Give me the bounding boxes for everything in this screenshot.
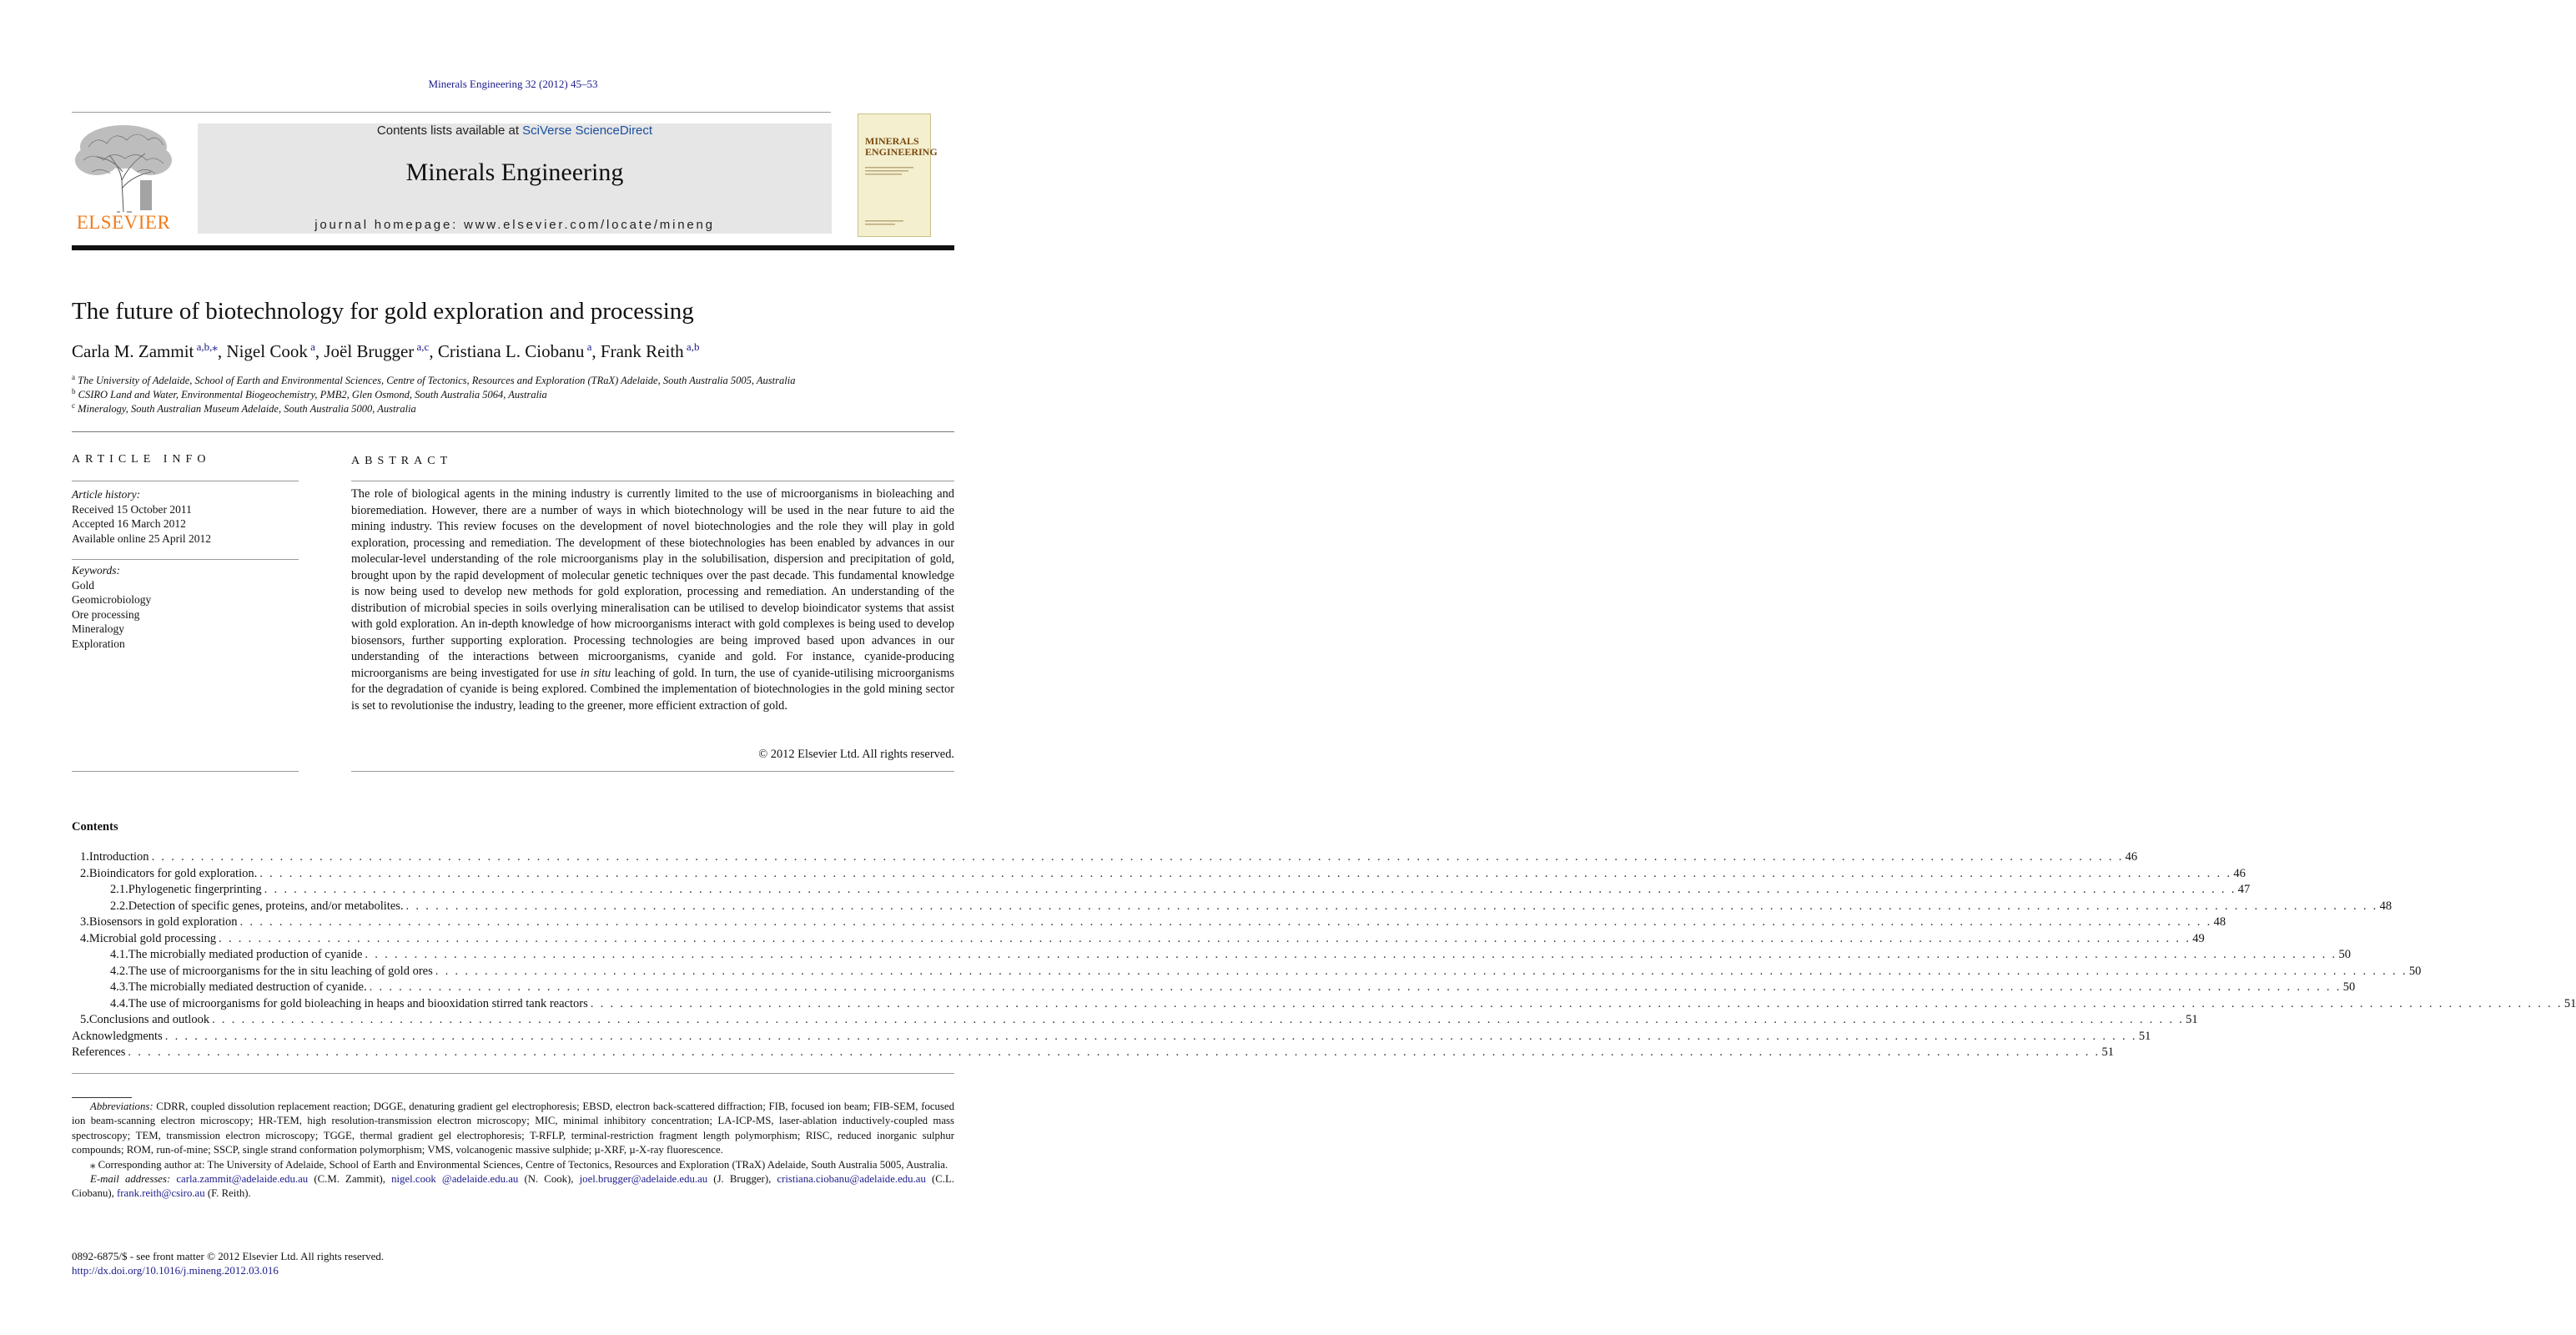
sciencedirect-link[interactable]: SciVerse ScienceDirect [522,123,653,138]
toc-entry[interactable] [72,849,2138,866]
article-info-rule [72,771,299,772]
toc-page-number[interactable]: 50 [2342,980,2356,996]
abstract-rule [351,771,954,772]
contents-prefix: Contents lists available at [376,123,523,138]
toc-title[interactable]: The use of microorganisms for gold bioleaching in heaps and biooxidation stirred tank reactors [128,996,591,1013]
keyword: Gold [72,578,94,592]
header-thick-rule [72,245,954,250]
toc-leader-dots: . . . . . . . . . . . . . . . . . . . . . . . . . . . . . . . . . . . . . . . . . . . . . . . . . . . . . . . . . . . . . . . . . . . . . . . . . . . . . . . . . . . . . . . . . . . . . . . . . . . . . . . . . . . . . . . . . . . . . . . . . . . . . . . . . . . . . . . . . . . . . . . . . . . . . . . . . . . . . . . . . . . . . . . . . . . . . . . . . . . . . . . . . . . . . . . . . . . . . . . . [405,899,2378,913]
email-link[interactable]: nigel.cook @adelaide.edu.au [391,1173,519,1186]
toc-entry[interactable] [72,980,2356,996]
toc-title[interactable]: The use of microorganisms for the in situ leaching of gold ores [128,964,435,980]
author-affiliation-mark[interactable]: a,b,⁎ [196,340,218,353]
toc-leader-dots: . . . . . . . . . . . . . . . . . . . . . . . . . . . . . . . . . . . . . . . . . . . . . . . . . . . . . . . . . . . . . . . . . . . . . . . . . . . . . . . . . . . . . . . . . . . . . . . . . . . . . . . . . . . . . . . . . . . . . . . . . . . . . . . . . . . . . . . . . . . . . . . . . . . . . . . . . . . . . . . . . . . . . . . . . . . . . . . . . . . . . . . . . . . . . . . . . . . . . . . . [239,915,2212,929]
toc-title[interactable]: Phylogenetic fingerprinting [128,882,264,899]
abbreviations-text: CDRR, coupled dissolution replacement reaction; DGGE, denaturing gradient gel electrophoresis; EBSD, electron back-scattered diffraction; FIB, focused ion beam; FIB-SEM, focused ion beam-scanning electron microscopy; HR-TEM, high resolution-transmission electron microscopy; MIC, minimal inhibitory concentration; LA-ICP-MS, laser-ablation inductively-coupled mass spectroscopy; TEM, transmission electron microscopy; TGGE, thermal gradient gel electrophoresis; T-RFLP, terminal-restriction fragment length polymorphism; RISC, reduced inorganic sulphur compounds; ROM, run-of-mine; SSCP, single strand conformation polymorphism; VMS, volcanogenic massive sulphide; µ-XRF, µ-X-ray fluorescence. [72,1101,954,1156]
article-title: The future of biotechnology for gold exploration and processing [72,298,694,325]
toc-entry[interactable] [72,1029,2151,1045]
contents-heading: Contents [72,820,118,834]
keyword: Ore processing [72,607,140,621]
toc-leader-dots: . . . . . . . . . . . . . . . . . . . . . . . . . . . . . . . . . . . . . . . . . . . . . . . . . . . . . . . . . . . . . . . . . . . . . . . . . . . . . . . . . . . . . . . . . . . . . . . . . . . . . . . . . . . . . . . . . . . . . . . . . . . . . . . . . . . . . . . . . . . . . . . . . . . . . . . . . . . . . . . . . . . . . . . . . . . . . . . . . . . . . . . . . . . . . . . . . . . . . . . . [590,996,2563,1010]
table-of-contents [72,849,2576,1061]
keywords [72,563,299,651]
toc-number: 1. [80,850,89,864]
author-affiliation-mark[interactable]: a [586,340,592,353]
toc-page-number[interactable]: 51 [2184,1012,2198,1029]
author-affiliation-mark[interactable]: a [310,340,315,353]
article-history [72,487,299,546]
toc-leader-dots: . . . . . . . . . . . . . . . . . . . . . . . . . . . . . . . . . . . . . . . . . . . . . . . . . . . . . . . . . . . . . . . . . . . . . . . . . . . . . . . . . . . . . . . . . . . . . . . . . . . . . . . . . . . . . . . . . . . . . . . . . . . . . . . . . . . . . . . . . . . . . . . . . . . . . . . . . . . . . . . . . . . . . . . . . . . . . . . . . . . . . . . . . . . . . . . . . . . . . . . . [264,883,2236,896]
cover-footer-icon [865,219,915,226]
author-affiliation-mark[interactable]: a,b [686,340,700,353]
received-date: Received 15 October 2011 [72,502,192,516]
toc-number: 2.1. [110,883,128,896]
toc-entry[interactable] [72,866,2246,883]
footnotes [72,1100,954,1202]
cover-title-line1: MINERALS [865,135,919,147]
author-name[interactable]: Cristiana L. Ciobanu [437,341,585,361]
cover-title-line2: ENGINEERING [865,146,938,158]
keyword: Geomicrobiology [72,593,152,606]
toc-entry[interactable] [72,931,2205,948]
toc-number: 4.4. [110,996,128,1010]
toc-leader-dots: . . . . . . . . . . . . . . . . . . . . . . . . . . . . . . . . . . . . . . . . . . . . . . . . . . . . . . . . . . . . . . . . . . . . . . . . . . . . . . . . . . . . . . . . . . . . . . . . . . . . . . . . . . . . . . . . . . . . . . . . . . . . . . . . . . . . . . . . . . . . . . . . . . . . . . . . . . . . . . . . . . . . . . . . . . . . . . . . . . . . . . . . . . . . . . . . . . . . . . . . [219,931,2191,945]
toc-title[interactable]: Biosensors in gold exploration [89,914,240,931]
abbreviations-label: Abbreviations: [90,1101,153,1112]
journal-cover-thumbnail [858,113,938,237]
journal-reference[interactable]: Minerals Engineering 32 (2012) 45–53 [428,78,598,90]
toc-title[interactable]: References [72,1045,128,1061]
toc-title[interactable]: The microbially mediated destruction of cyanide. [128,980,370,996]
toc-entry[interactable] [72,1045,2114,1061]
toc-leader-dots: . . . . . . . . . . . . . . . . . . . . . . . . . . . . . . . . . . . . . . . . . . . . . . . . . . . . . . . . . . . . . . . . . . . . . . . . . . . . . . . . . . . . . . . . . . . . . . . . . . . . . . . . . . . . . . . . . . . . . . . . . . . . . . . . . . . . . . . . . . . . . . . . . . . . . . . . . . . . . . . . . . . . . . . . . . . . . . . . . . . . . . . . . . . . . . . . . . . . . . . . [365,948,2337,961]
toc-leader-dots: . . . . . . . . . . . . . . . . . . . . . . . . . . . . . . . . . . . . . . . . . . . . . . . . . . . . . . . . . . . . . . . . . . . . . . . . . . . . . . . . . . . . . . . . . . . . . . . . . . . . . . . . . . . . . . . . . . . . . . . . . . . . . . . . . . . . . . . . . . . . . . . . . . . . . . . . . . . . . . . . . . . . . . . . . . . . . . . . . . . . . . . . . . . . . . . . . . . . . . . . [151,850,2124,864]
toc-leader-dots: . . . . . . . . . . . . . . . . . . . . . . . . . . . . . . . . . . . . . . . . . . . . . . . . . . . . . . . . . . . . . . . . . . . . . . . . . . . . . . . . . . . . . . . . . . . . . . . . . . . . . . . . . . . . . . . . . . . . . . . . . . . . . . . . . . . . . . . . . . . . . . . . . . . . . . . . . . . . . . . . . . . . . . . . . . . . . . . . . . . . . . . . . . . . . . . . . . . . . . . . [164,1029,2137,1043]
toc-number: 3. [80,915,89,929]
abstract-heading: ABSTRACT [351,455,453,467]
toc-title[interactable]: Microbial gold processing [89,931,219,948]
author-name[interactable]: Carla M. Zammit [72,341,194,361]
toc-entry[interactable] [72,899,2392,915]
author-name[interactable]: Nigel Cook [226,341,308,361]
contents-rule [72,1073,954,1074]
abstract-text [351,486,954,714]
copyright-line: © 2012 Elsevier Ltd. All rights reserved. [758,748,954,761]
keyword: Mineralogy [72,622,124,635]
journal-title: Minerals Engineering [405,159,624,186]
toc-title[interactable]: The microbially mediated production of cyanide [128,947,365,964]
email-link[interactable]: cristiana.ciobanu@adelaide.edu.au [777,1173,926,1186]
email-owner: (J. Brugger), [707,1173,777,1186]
toc-page-number[interactable]: 48 [2378,899,2392,915]
cover-title [865,135,938,158]
keyword: Exploration [72,637,125,650]
doi-link[interactable]: http://dx.doi.org/10.1016/j.mineng.2012.03.016 [72,1264,279,1277]
affiliation-mark: b [72,387,76,395]
toc-title[interactable]: Detection of specific genes, proteins, and/or metabolites. [128,899,406,915]
toc-leader-dots: . . . . . . . . . . . . . . . . . . . . . . . . . . . . . . . . . . . . . . . . . . . . . . . . . . . . . . . . . . . . . . . . . . . . . . . . . . . . . . . . . . . . . . . . . . . . . . . . . . . . . . . . . . . . . . . . . . . . . . . . . . . . . . . . . . . . . . . . . . . . . . . . . . . . . . . . . . . . . . . . . . . . . . . . . . . . . . . . . . . . . . . . . . . . . . . . . . . . . . . . [435,964,2407,978]
corresponding-author-footnote: ⁎ Corresponding author at: The University of Adelaide, School of Earth and Environmental Sciences, Centre of Tectonics, Resources and Exploration (TRaX) Adelaide, South Australia 5005, Australia. [90,1158,948,1171]
journal-banner [198,123,832,234]
email-footnote [72,1172,954,1202]
abstract-part: leaching of gold. In turn, the use of cyanide-utilising microorganisms for the degradation of cyanide is being explored. Combined the implementation of biotechnologies in the gold mining sector is set to revolutionise the industry, leading to the greener, more efficient extraction of gold. [351,666,954,713]
article-info-heading: ARTICLE INFO [72,453,211,466]
toc-number: 4. [80,931,89,945]
toc-entry[interactable] [72,996,2576,1013]
affiliation-text: The University of Adelaide, School of Earth and Environmental Sciences, Centre of Tectonics, Resources and Exploration (TRaX) Adelaide, South Australia 5005, Australia [78,375,796,387]
toc-number: 2. [80,866,89,880]
toc-page-number[interactable]: 51 [2137,1029,2151,1045]
issn-line: 0892-6875/$ - see front matter © 2012 Elsevier Ltd. All rights reserved. [72,1250,385,1262]
abstract-italic: in situ [580,666,611,680]
email-owner: (F. Reith). [204,1187,251,1200]
author-name[interactable]: Frank Reith [600,341,684,361]
affiliation [72,373,973,387]
toc-title[interactable]: Introduction [89,849,152,866]
toc-leader-dots: . . . . . . . . . . . . . . . . . . . . . . . . . . . . . . . . . . . . . . . . . . . . . . . . . . . . . . . . . . . . . . . . . . . . . . . . . . . . . . . . . . . . . . . . . . . . . . . . . . . . . . . . . . . . . . . . . . . . . . . . . . . . . . . . . . . . . . . . . . . . . . . . . . . . . . . . . . . . . . . . . . . . . . . . . . . . . . . . . . . . . . . . . . . . . . . . . . . . . . . . [128,1045,2101,1059]
abstract-part: The role of biological agents in the mining industry is currently limited to the use of microorganisms in bioleaching and bioremediation. However, there are a number of ways in which biotechnology will be used in the near future to aid the mining industry. This review focuses on the development of novel biotechnologies and the role they will play in gold exploration, processing and remediation. The development of these biotechnologies has been enabled by advances in our molecular-level understanding of the role microorganisms play in the solubilisation, dispersion and precipitation of gold, brought upon by the rapid development of molecular genetic techniques over the past decade. This fundamental knowledge is now being used to develop new methods for gold exploration, processing and remediation. An understanding of the distribution of microbial species in soils overlying mineralisation can be utilised to develop bioindicator systems that assist with gold exploration. An in-depth knowledge of how microorganisms interact with gold complexes is being used to develop biosensors, further supporting exploration. Processing technologies are being improved based upon advances in our understanding of the interactions between microorganisms, cyanide and gold. For instance, cyanide-producing microorganisms are being investigated for use [351,487,954,680]
toc-title[interactable]: Conclusions and outlook [89,1012,212,1029]
toc-title[interactable]: Bioindicators for gold exploration. [89,866,259,883]
affiliations-rule [72,431,954,432]
footnote-rule [72,1097,132,1098]
accepted-date: Accepted 16 March 2012 [72,517,186,530]
toc-page-number[interactable]: 50 [2337,947,2351,964]
toc-page-number[interactable]: 46 [2231,866,2246,883]
history-label: Article history: [72,488,141,501]
toc-page-number[interactable]: 49 [2191,931,2205,948]
toc-leader-dots: . . . . . . . . . . . . . . . . . . . . . . . . . . . . . . . . . . . . . . . . . . . . . . . . . . . . . . . . . . . . . . . . . . . . . . . . . . . . . . . . . . . . . . . . . . . . . . . . . . . . . . . . . . . . . . . . . . . . . . . . . . . . . . . . . . . . . . . . . . . . . . . . . . . . . . . . . . . . . . . . . . . . . . . . . . . . . . . . . . . . . . . . . . . . . . . . . . . . . . . . [212,1013,2185,1026]
toc-number: 2.2. [110,899,128,913]
elsevier-wordmark: ELSEVIER [76,212,171,233]
toc-entry[interactable] [72,882,2251,899]
toc-entry[interactable] [72,1012,2198,1029]
toc-leader-dots: . . . . . . . . . . . . . . . . . . . . . . . . . . . . . . . . . . . . . . . . . . . . . . . . . . . . . . . . . . . . . . . . . . . . . . . . . . . . . . . . . . . . . . . . . . . . . . . . . . . . . . . . . . . . . . . . . . . . . . . . . . . . . . . . . . . . . . . . . . . . . . . . . . . . . . . . . . . . . . . . . . . . . . . . . . . . . . . . . . . . . . . . . . . . . . . . . . . . . . . . [369,980,2342,994]
journal-homepage-link[interactable]: journal homepage: www.elsevier.com/locate/mineng [314,218,715,232]
toc-page-number[interactable]: 46 [2124,849,2138,866]
cover-text-lines-icon [865,166,915,178]
affiliation [72,387,973,401]
author-affiliation-mark[interactable]: a,c [416,340,430,353]
tree-icon [72,122,175,214]
email-owner: (C.M. Zammit), [308,1173,392,1186]
author-list: Carla M. Zammit $^{a,b,⁎}$, Nigel Cook $^a$, Joël Brugger $^{a,c}$, Cristiana L. Ciobanu $^a$, Frank Reith $^{a,b}$ [72,340,700,361]
toc-entry[interactable] [72,914,2226,931]
affiliation [72,401,973,416]
toc-page-number[interactable]: 51 [2563,996,2576,1013]
toc-leader-dots: . . . . . . . . . . . . . . . . . . . . . . . . . . . . . . . . . . . . . . . . . . . . . . . . . . . . . . . . . . . . . . . . . . . . . . . . . . . . . . . . . . . . . . . . . . . . . . . . . . . . . . . . . . . . . . . . . . . . . . . . . . . . . . . . . . . . . . . . . . . . . . . . . . . . . . . . . . . . . . . . . . . . . . . . . . . . . . . . . . . . . . . . . . . . . . . . . . . . . . . . [259,866,2232,880]
email-link[interactable]: carla.zammit@adelaide.edu.au [176,1173,309,1186]
abbreviations-footnote [72,1100,954,1158]
toc-page-number[interactable]: 48 [2212,914,2226,931]
contents-available-line [198,123,832,138]
keywords-label: Keywords: [72,564,120,577]
header-top-rule [72,112,831,113]
affiliation-text: Mineralogy, South Australian Museum Adelaide, South Australia 5000, Australia [78,403,416,416]
affiliation-text: CSIRO Land and Water, Environmental Biogeochemistry, PMB2, Glen Osmond, South Australia 5064, Australia [78,389,547,401]
article-info-rule [72,559,299,560]
email-owner: (N. Cook), [518,1173,580,1186]
email-label: E-mail addresses: [90,1173,171,1186]
author-name[interactable]: Joël Brugger [324,341,415,361]
toc-number: 4.1. [110,948,128,961]
toc-number: 5. [80,1013,89,1026]
toc-number: 4.2. [110,964,128,978]
toc-title[interactable]: Acknowledgments [72,1029,165,1045]
email-owner: (C.L. Ciobanu), [72,1173,954,1200]
toc-page-number[interactable]: 50 [2407,964,2422,980]
email-link[interactable]: frank.reith@csiro.au [117,1187,205,1200]
toc-entry[interactable] [72,964,2422,980]
email-link[interactable]: joel.brugger@adelaide.edu.au [579,1173,708,1186]
toc-page-number[interactable]: 51 [2100,1045,2114,1061]
affiliation-mark: a [72,373,75,381]
affiliation-mark: c [72,401,75,410]
toc-entry[interactable] [72,947,2351,964]
online-date: Available online 25 April 2012 [72,531,211,545]
toc-page-number[interactable]: 47 [2236,882,2251,899]
toc-number: 4.3. [110,980,128,994]
